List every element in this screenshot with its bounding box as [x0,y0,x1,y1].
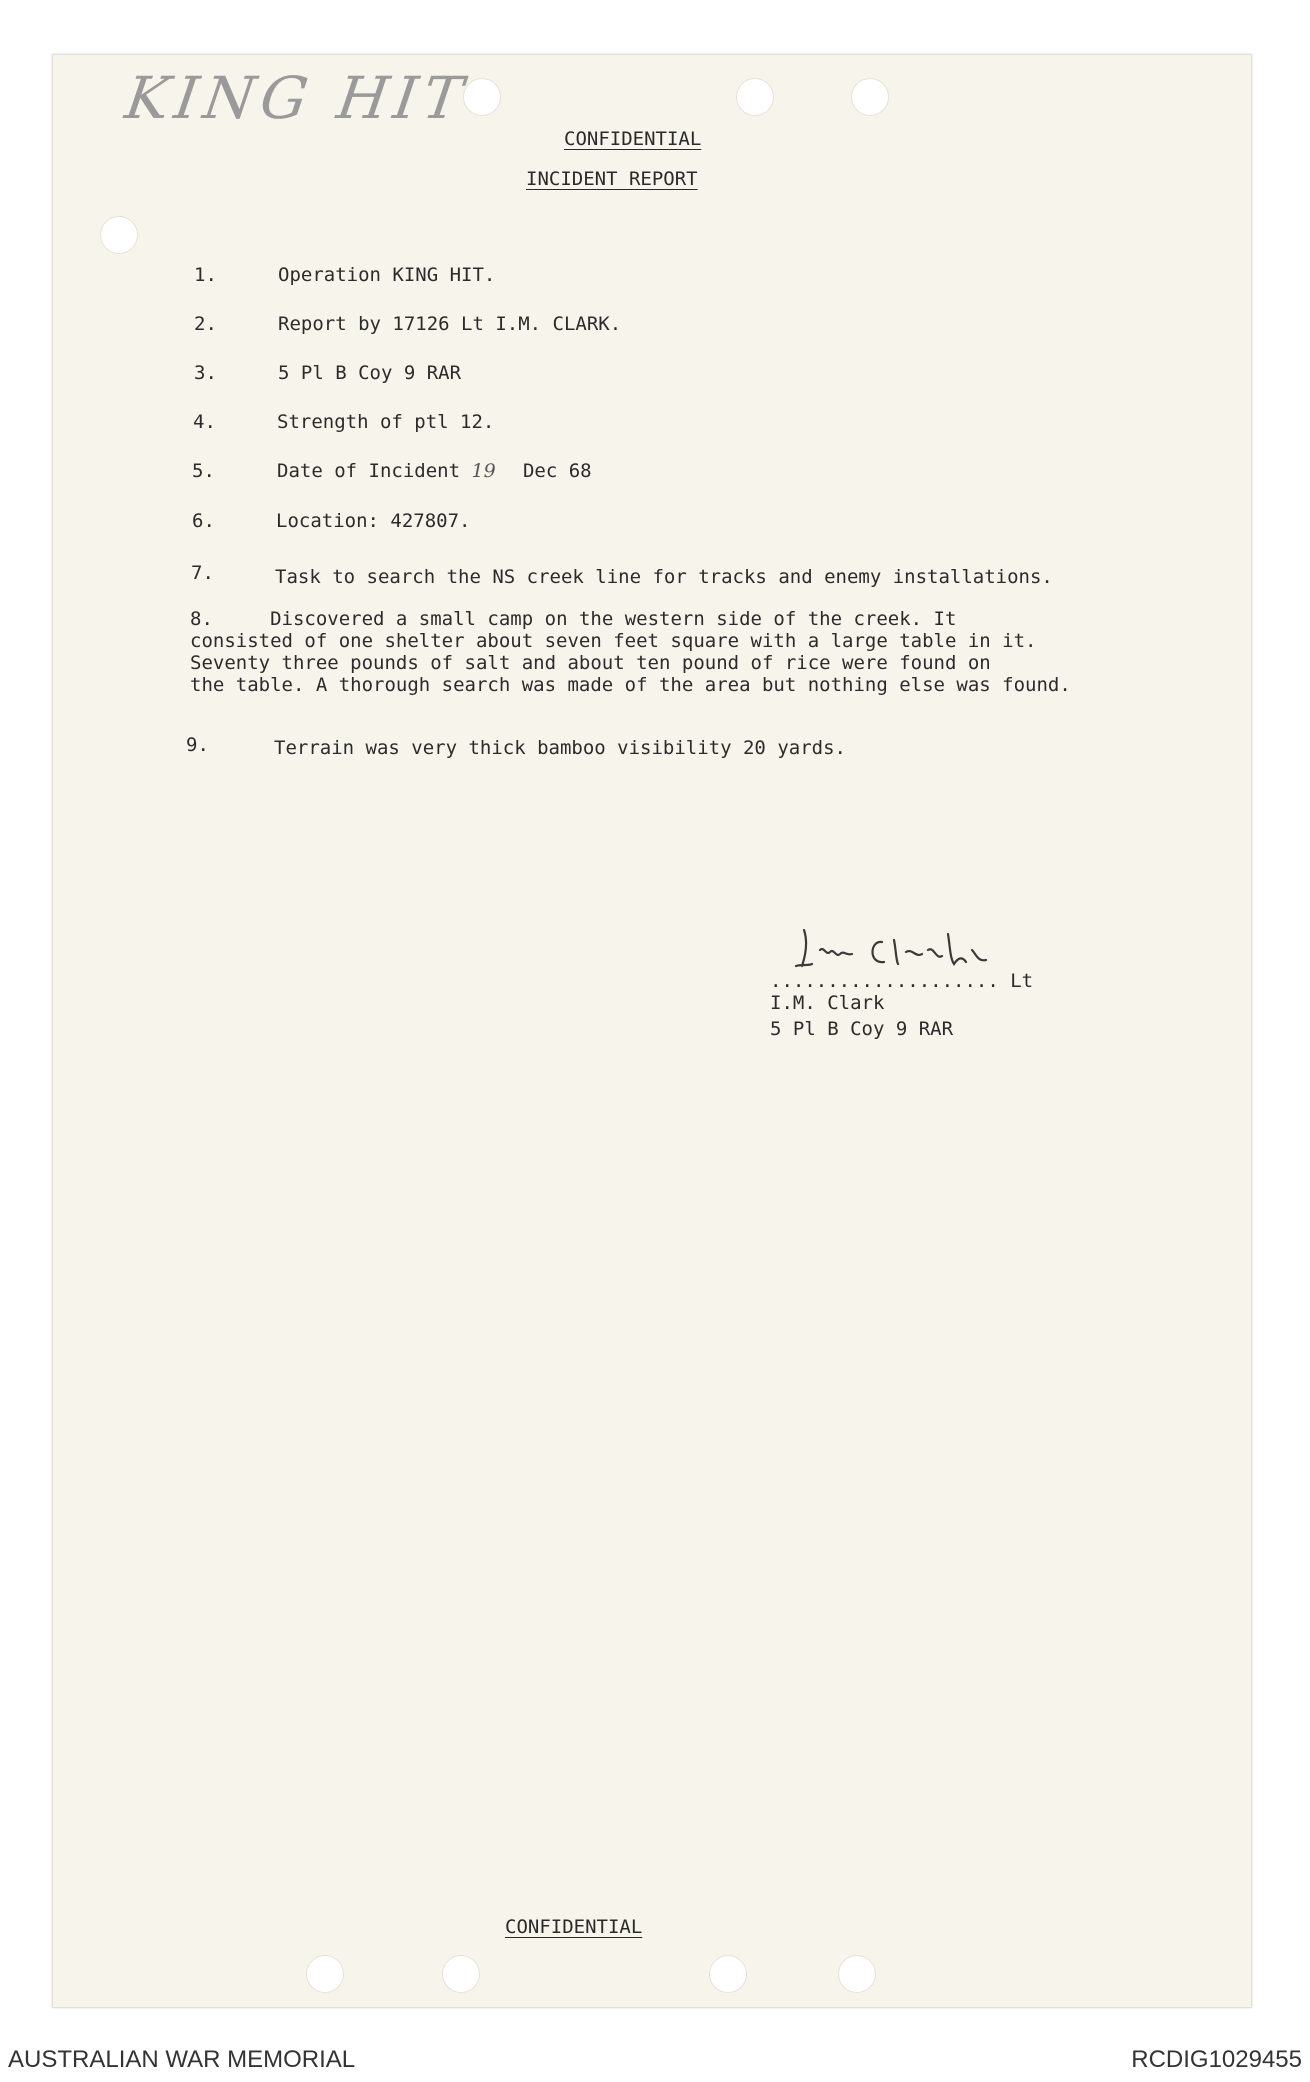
item-number: 2. [194,313,217,335]
signatory-unit: 5 Pl B Coy 9 RAR [770,1018,954,1040]
punch-hole [100,216,138,254]
archive-source: AUSTRALIAN WAR MEMORIAL [8,2046,356,2073]
item-number: 1. [194,264,217,286]
item-number: 7. [191,562,214,584]
handwritten-annotation: KING HIT [121,64,473,132]
item-number: 3. [194,362,217,384]
footer-classification: CONFIDENTIAL [505,1916,643,1938]
item-number: 9. [186,734,209,756]
report-title: INCIDENT REPORT [526,168,698,190]
item-number: 5. [192,460,215,482]
paragraph-line: 8. Discovered a small camp on the western side of the creek. It [190,608,957,630]
paragraph-line: Seventy three pounds of salt and about ten pound of rice were found on [190,652,991,674]
punch-hole [838,1955,876,1993]
punch-hole [736,78,774,116]
punch-hole [851,78,889,116]
document-page [52,54,1252,2008]
item-text: Strength of ptl 12. [277,411,495,433]
item-text: Terrain was very thick bamboo visibility 20 yards. [274,737,846,759]
signature-dots: .................... [770,970,999,992]
item-text: Report by 17126 Lt I.M. CLARK. [278,313,622,335]
item-text: Location: 427807. [276,510,471,532]
item-text [277,460,592,482]
date-month-year: Dec 68 [522,460,592,482]
archive-id: RCDIG1029455 [1131,2046,1302,2073]
classification-header: CONFIDENTIAL [564,128,702,150]
item-number: 6. [192,510,215,532]
item-8-paragraph [190,608,1190,696]
signature-block [770,920,1033,1040]
signature-line [770,920,1033,992]
signatory-name: I.M. Clark [770,992,885,1014]
date-label: Date of Incident [277,460,461,482]
punch-hole [709,1955,747,1993]
punch-hole [442,1955,480,1993]
item-number: 4. [193,411,216,433]
item-text: 5 Pl B Coy 9 RAR [278,362,462,384]
item-number: 8. [190,608,213,630]
item-text: Operation KING HIT. [278,264,496,286]
paragraph-line: the table. A thorough search was made of the area but nothing else was found. [190,674,1071,696]
item-text: Task to search the NS creek line for tracks and enemy installations. [275,566,1053,588]
paragraph-line: consisted of one shelter about seven feet square with a large table in it. [190,630,1037,652]
signature-rank: Lt [1010,970,1034,992]
date-day: 19 [471,460,496,482]
punch-hole [306,1955,344,1993]
